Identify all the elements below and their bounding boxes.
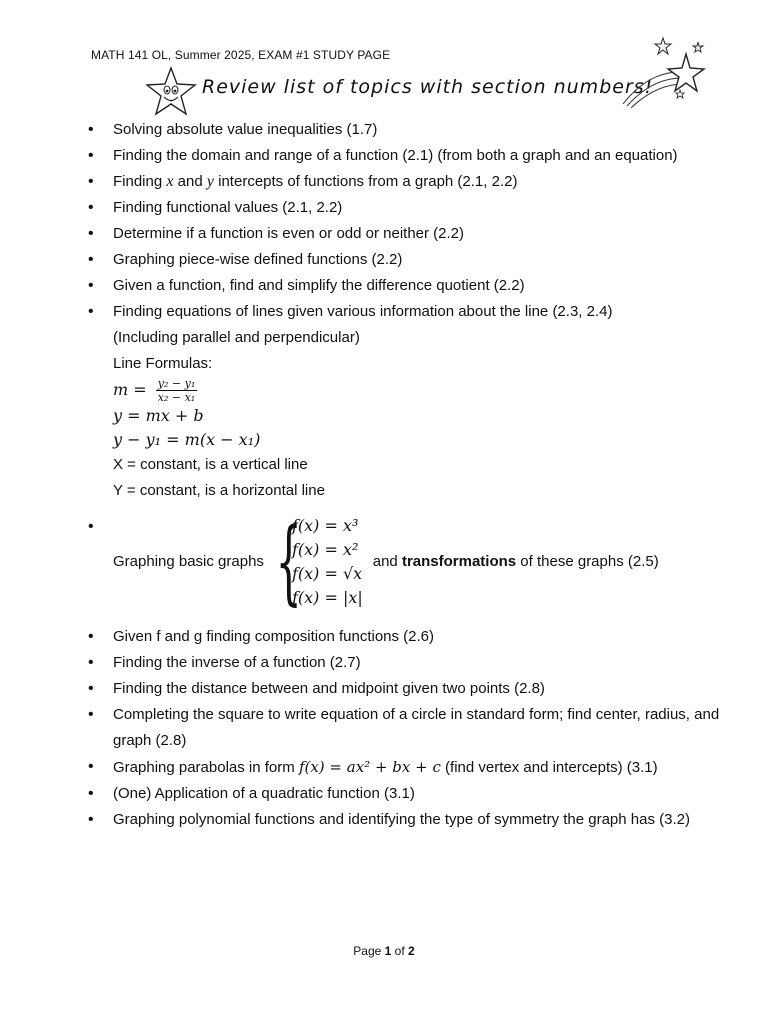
slope-fraction xyxy=(156,377,197,404)
topic-text: Determine if a function is even or odd or neither (2.2) xyxy=(113,225,465,242)
topic-text: • Finding equations of lines given various information about the line (2.3, 2.4) xyxy=(113,303,613,320)
slope-lhs: m = xyxy=(113,380,147,399)
vertical-line-note: X = constant, is a vertical line xyxy=(113,456,308,473)
list-item xyxy=(88,221,728,247)
slope-formula xyxy=(113,377,728,404)
list-item xyxy=(88,143,728,169)
list-item xyxy=(88,702,728,754)
topic-text: Given f and g finding composition functions (2.6) xyxy=(113,628,435,645)
topic-text: Solving absolute value inequalities (1.7) xyxy=(113,121,378,138)
slope-numerator: y₂ − y₁ xyxy=(157,377,196,390)
topic-text: (One) Application of a quadratic function (3.1) xyxy=(113,785,415,802)
topic-text: Completing the square to write equation of a circle in standard form; find center, radius, and graph (2.8) xyxy=(113,706,720,749)
list-item xyxy=(88,624,728,650)
case-cube: f(x) = x³ xyxy=(291,516,359,535)
topic-text: Given a function, find and simplify the difference quotient (2.2) xyxy=(113,277,525,294)
point-slope-formula: y − y₁ = m(x − x₁) xyxy=(113,430,261,449)
basic-graphs-label: • Graphing basic graphs xyxy=(113,553,264,570)
transformations-text xyxy=(373,549,659,575)
topic-text: Finding the domain and range of a function (2.1) (from both a graph and an equation) xyxy=(113,147,678,164)
parabola-pre: Graphing parabolas in form xyxy=(113,759,299,776)
transformations-rest: of these graphs (2.5) xyxy=(516,553,659,570)
topic-text: Graphing piece-wise defined functions (2.2) xyxy=(113,251,403,268)
page-word: Page xyxy=(353,944,385,958)
topic-text: Finding xyxy=(113,173,167,190)
var-y: y xyxy=(206,173,214,190)
case-abs: f(x) = |x| xyxy=(291,588,363,607)
parabola-post: (find vertex and intercepts) (3.1) xyxy=(440,759,658,776)
page-total: 2 xyxy=(408,944,415,958)
star-face-icon xyxy=(145,66,197,118)
lines-subnote: (Including parallel and perpendicular) xyxy=(113,329,360,346)
list-item xyxy=(88,676,728,702)
list-item xyxy=(88,117,728,143)
list-item xyxy=(88,781,728,807)
case-sqrt: f(x) = √x xyxy=(291,564,363,583)
left-brace: { xyxy=(275,508,302,615)
list-item xyxy=(88,299,728,504)
var-x: x xyxy=(166,173,174,190)
topic-text: Finding the inverse of a function (2.7) xyxy=(113,654,361,671)
slope-intercept-formula: y = mx + b xyxy=(113,406,204,425)
basic-graphs-row xyxy=(113,508,728,615)
topic-text: and xyxy=(173,173,207,190)
horizontal-line-note: Y = constant, is a horizontal line xyxy=(113,482,325,499)
and-text: and xyxy=(372,553,402,570)
page-footer xyxy=(0,944,768,958)
list-item xyxy=(88,169,728,195)
case-square: f(x) = x² xyxy=(291,540,359,559)
course-line: MATH 141 OL, Summer 2025, EXAM #1 STUDY PAGE xyxy=(91,48,391,62)
topic-text: Finding functional values (2.1, 2.2) xyxy=(113,199,343,216)
list-item xyxy=(88,247,728,273)
shooting-stars-icon xyxy=(618,32,708,110)
topic-text: Graphing polynomial functions and identifying the type of symmetry the graph has (3.2) xyxy=(113,811,690,828)
list-item xyxy=(88,807,728,833)
topic-text: intercepts of functions from a graph (2.1, 2.2) xyxy=(213,173,518,190)
page-title: Review list of topics with section numbers! xyxy=(202,76,654,98)
parabola-formula: f(x) = ax² + bx + c xyxy=(298,758,441,776)
slope-denominator: x₂ − x₁ xyxy=(157,391,196,404)
list-item xyxy=(88,650,728,676)
transformations-bold: transformations xyxy=(401,553,517,570)
list-item xyxy=(88,754,728,781)
line-formulas-label: Line Formulas: xyxy=(113,355,213,372)
list-item xyxy=(88,195,728,221)
topics-list xyxy=(88,117,728,833)
basic-function-cases xyxy=(292,514,363,610)
topic-text: Finding the distance between and midpoint given two points (2.8) xyxy=(113,680,545,697)
list-item xyxy=(88,508,728,615)
of-word: of xyxy=(391,944,409,958)
page-number: 1 xyxy=(384,944,392,958)
list-item xyxy=(88,273,728,299)
